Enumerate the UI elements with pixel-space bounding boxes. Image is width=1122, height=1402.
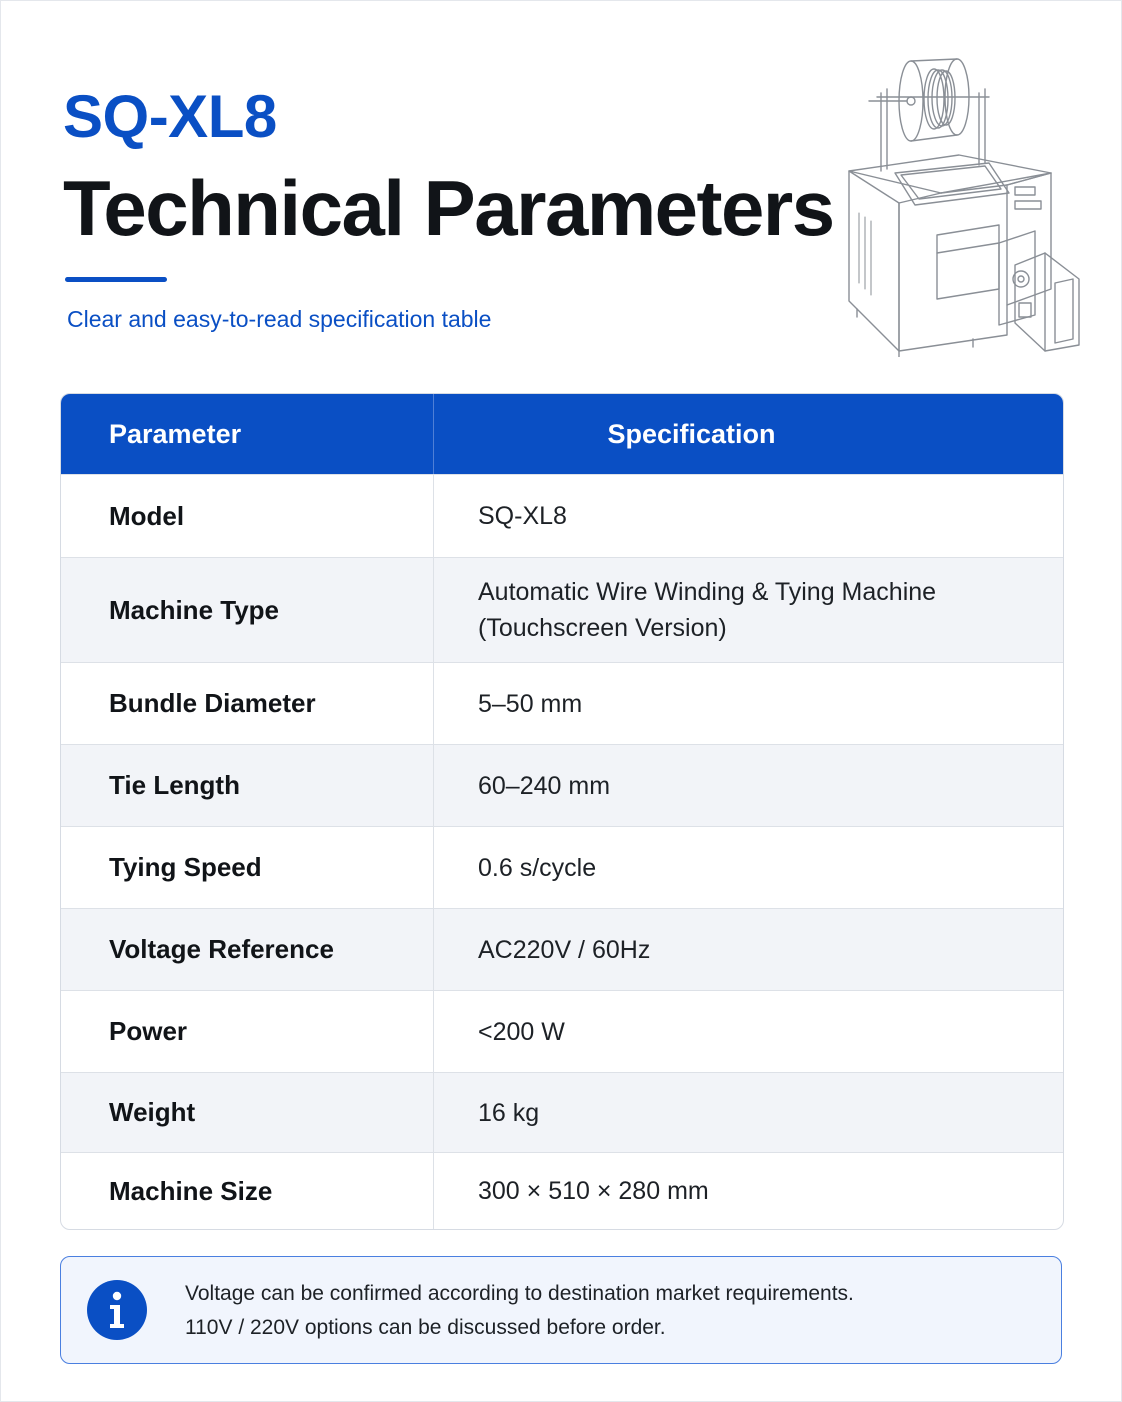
param-cell — [61, 991, 434, 1072]
table-row — [61, 908, 1063, 990]
param-label: Machine Size — [109, 1175, 273, 1206]
spec-value: 60–240 mm — [478, 771, 611, 800]
spec-value: 16 kg — [478, 1098, 540, 1127]
param-label: Model — [109, 500, 185, 531]
table-row — [61, 1072, 1063, 1152]
param-label: Weight — [109, 1097, 196, 1127]
header-label: Specification — [607, 418, 776, 449]
spec-cell — [434, 909, 1063, 990]
spec-table — [60, 393, 1064, 1230]
table-row — [61, 474, 1063, 557]
param-cell — [61, 475, 434, 557]
header-label: Parameter — [109, 418, 242, 449]
spec-value: AC220V / 60Hz — [478, 935, 651, 964]
header-cell-specification — [434, 394, 1063, 474]
page-title: Technical Parameters — [63, 164, 834, 252]
param-label: Voltage Reference — [109, 934, 334, 964]
table-row — [61, 557, 1063, 662]
param-cell — [61, 558, 434, 662]
param-cell — [61, 827, 434, 908]
param-label: Machine Type — [109, 594, 280, 625]
param-cell — [61, 1073, 434, 1152]
spec-value: SQ-XL8 — [478, 502, 567, 530]
param-cell — [61, 663, 434, 744]
spec-value: Automatic Wire Winding & Tying Machine — [478, 578, 937, 606]
table-row — [61, 826, 1063, 908]
param-cell — [61, 1153, 434, 1229]
spec-cell — [434, 827, 1063, 908]
param-label: Tie Length — [109, 770, 240, 800]
note-line: Voltage can be confirmed according to destination market requirements. — [185, 1282, 854, 1305]
table-row — [61, 990, 1063, 1072]
spec-cell — [434, 1073, 1063, 1152]
spec-value: (Touchscreen Version) — [478, 614, 727, 642]
spec-cell — [434, 663, 1063, 744]
spec-cell — [434, 1153, 1063, 1229]
spec-cell — [434, 558, 1063, 662]
note-line: 110V / 220V options can be discussed before order. — [185, 1316, 666, 1339]
spec-value: 300 × 510 × 280 mm — [478, 1177, 709, 1205]
table-header-row — [61, 394, 1063, 474]
spec-cell — [434, 475, 1063, 557]
spec-value: <200 W — [478, 1017, 565, 1046]
spec-cell — [434, 991, 1063, 1072]
table-row — [61, 1152, 1063, 1229]
wire-tying-machine-icon — [839, 53, 1091, 357]
param-cell — [61, 745, 434, 826]
param-label: Bundle Diameter — [109, 688, 316, 718]
spec-value: 0.6 s/cycle — [478, 853, 597, 882]
param-cell — [61, 909, 434, 990]
page-subtitle: Clear and easy-to-read specification table — [67, 306, 492, 332]
title-underline — [65, 277, 167, 282]
spec-cell — [434, 745, 1063, 826]
table-row — [61, 744, 1063, 826]
info-note — [60, 1256, 1062, 1364]
header-cell-parameter — [61, 394, 434, 474]
model-title: SQ-XL8 — [63, 83, 277, 150]
param-label: Power — [109, 1016, 188, 1046]
info-icon — [87, 1280, 147, 1340]
table-row — [61, 662, 1063, 744]
spec-value: 5–50 mm — [478, 689, 583, 718]
param-label: Tying Speed — [109, 852, 262, 882]
